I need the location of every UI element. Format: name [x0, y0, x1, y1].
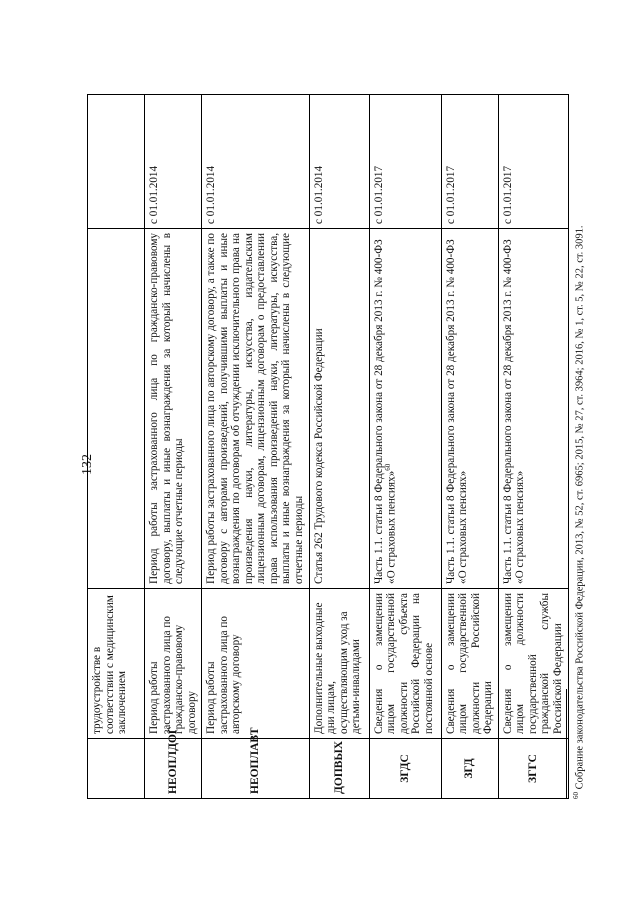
row-basis: Период работы застрахованного лица по авторскому договору, а также по договору с авторами произведений, получившими выплаты и иные вознаграждения по договорам об отчуждении исключительного права на произведения науки, литературы, искусства, издательским лицензионным договорам, лицензионным договорам о предоставлении права использования произведений науки, литературы, искусства, выплаты и иные вознаграждения за который начислены в следующие отчетные периоды	[202, 229, 309, 589]
row-name: трудоустройстве в соответствии с медицинским заключением	[88, 589, 145, 739]
row-code	[88, 739, 145, 799]
row-basis: Часть 1.1. статьи 8 Федерального закона от 28 декабря 2013 г. № 400-ФЗ «О страховых пенсиях»	[498, 229, 568, 589]
row-name: Период работы застрахованного лица по гражданско-правовому договору	[145, 589, 202, 739]
row-date: с 01.01.2014	[145, 95, 202, 229]
periods-table	[87, 94, 569, 799]
row-basis: Период работы застрахованного лица по гражданско-правовому договору, выплаты и иные вознаграждения за который начислены в следующие отчетные периоды	[145, 229, 202, 589]
footnote-ref: 60	[384, 463, 393, 471]
row-basis: Статья 262 Трудового кодекса Российской Федерации	[309, 229, 369, 589]
row-date	[88, 95, 145, 229]
footnote-divider	[566, 689, 567, 799]
row-code: ДОПВЫХ	[309, 739, 369, 799]
footnote	[572, 99, 586, 799]
footnote-text: Собрание законодательства Российской Федерации, 2013, № 52, ст. 6965; 2015, № 27, ст. 3964; 2016, № 1, ст. 5, № 22, ст. 3091.	[574, 225, 586, 790]
row-name: Сведения о замещении лицом государственной должности субъекта Российской Федерации на постоянной основе	[369, 589, 441, 739]
row-basis: Часть 1.1. статьи 8 Федерального закона от 28 декабря 2013 г. № 400-ФЗ «О страховых пенсиях»	[372, 239, 398, 584]
row-name: Сведения о замещении лицом должности государственной гражданской службы Российской Федерации	[498, 589, 568, 739]
row-basis: Часть 1.1. статьи 8 Федерального закона от 28 декабря 2013 г. № 400-ФЗ «О страховых пенсиях»	[441, 229, 498, 589]
row-date: с 01.01.2014	[202, 95, 309, 229]
row-date: с 01.01.2014	[309, 95, 369, 229]
table-row	[202, 95, 309, 799]
row-name: Дополнительные выходные дни лицам, осуществляющим уход за детьми-инвалидами	[309, 589, 369, 739]
row-date: с 01.01.2017	[441, 95, 498, 229]
row-date: с 01.01.2017	[498, 95, 568, 229]
footnote-marker: 60	[572, 792, 580, 799]
row-name: Сведения о замещении лицом государственной должности Российской Федерации	[441, 589, 498, 739]
row-code: ЗГДС	[369, 739, 441, 799]
row-date: с 01.01.2017	[369, 95, 441, 229]
table-row	[441, 95, 498, 799]
row-basis	[88, 229, 145, 589]
row-basis-cell	[369, 229, 441, 589]
row-code: ЗГГС	[498, 739, 568, 799]
table-row	[498, 95, 568, 799]
table-row	[369, 95, 441, 799]
table-row	[309, 95, 369, 799]
table-row	[145, 95, 202, 799]
row-code: НЕОПЛАВТ	[202, 739, 309, 799]
row-code: НЕОПЛДОГ	[145, 739, 202, 799]
page-number: 132	[80, 454, 95, 475]
row-name: Период работы застрахованного лица по авторскому договору	[202, 589, 309, 739]
row-code: ЗГД	[441, 739, 498, 799]
table-row	[88, 95, 145, 799]
